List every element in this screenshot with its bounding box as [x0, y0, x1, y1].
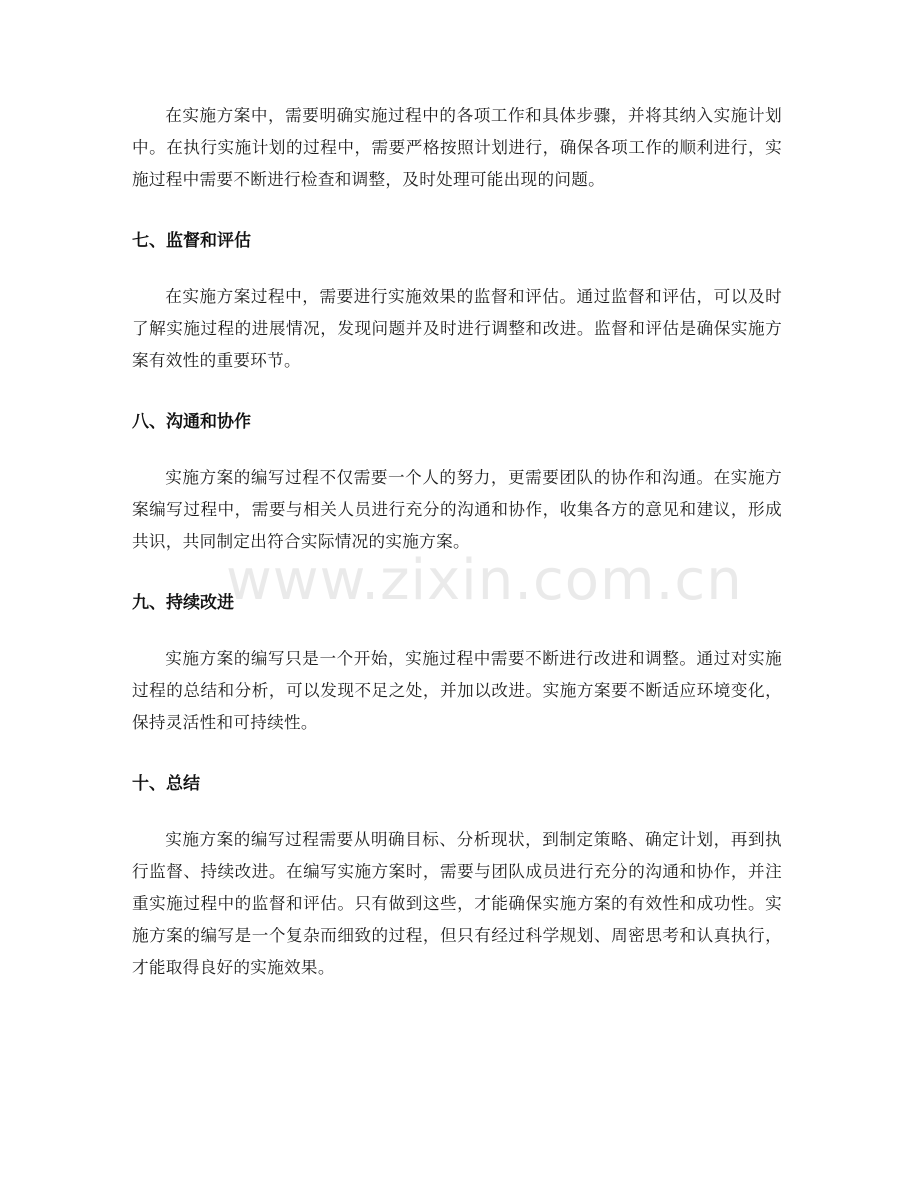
- section-heading-communication: 八、沟通和协作: [132, 412, 251, 432]
- section-paragraph-supervision: 在实施方案过程中，需要进行实施效果的监督和评估。通过监督和评估，可以及时了解实施过程的进展情况，发现问题并及时进行调整和改进。监督和评估是确保实施方案有效性的重要环节。: [132, 287, 782, 370]
- section-paragraph-improvement: 实施方案的编写只是一个开始，实施过程中需要不断进行改进和调整。通过对实施过程的总结和分析，可以发现不足之处，并加以改进。实施方案要不断适应环境变化，保持灵活性和可持续性。: [132, 649, 782, 732]
- watermark: www.zixin.com.cn: [226, 548, 743, 613]
- intro-paragraph: 在实施方案中，需要明确实施过程中的各项工作和具体步骤，并将其纳入实施计划中。在执行实施计划的过程中，需要严格按照计划进行，确保各项工作的顺利进行，实施过程中需要不断进行检查和调整，及时处理可能出现的问题。: [132, 106, 782, 189]
- section-heading-supervision: 七、监督和评估: [132, 231, 251, 251]
- section-paragraph-summary: 实施方案的编写过程需要从明确目标、分析现状，到制定策略、确定计划，再到执行监督、持续改进。在编写实施方案时，需要与团队成员进行充分的沟通和协作，并注重实施过程中的监督和评估。只有做到这些，才能确保实施方案的有效性和成功性。实施方案的编写是一个复杂而细致的过程，但只有经过科学规划、周密思考和认真执行，才能取得良好的实施效果。: [132, 830, 782, 977]
- section-heading-improvement: 九、持续改进: [132, 593, 234, 613]
- section-paragraph-communication: 实施方案的编写过程不仅需要一个人的努力，更需要团队的协作和沟通。在实施方案编写过程中，需要与相关人员进行充分的沟通和协作，收集各方的意见和建议，形成共识，共同制定出符合实际情况的实施方案。: [132, 468, 782, 551]
- section-heading-summary: 十、总结: [132, 774, 200, 794]
- document-page: [132, 100, 782, 984]
